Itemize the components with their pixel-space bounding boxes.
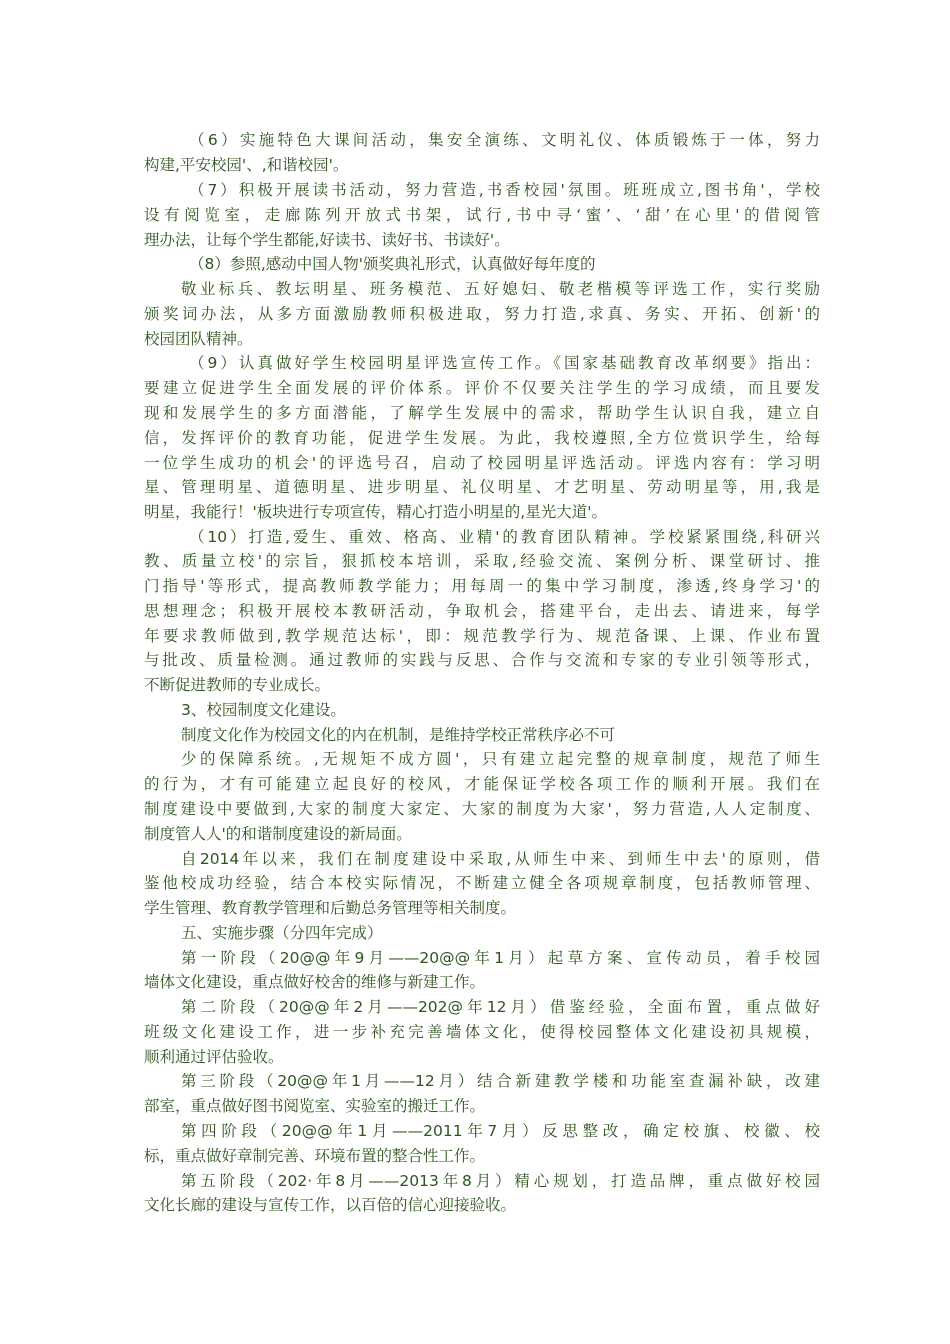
- text-line: 理办法，让每个学生都能,好读书、读好书、书读好'。: [144, 231, 510, 249]
- text-line: （7）积极开展读书活动，努力营造,书香校园'氛围。班班成立,图书角'，学校: [189, 181, 820, 199]
- text-line: 与批改、质量检测。通过教师的实践与反思、合作与交流和专家的专业引领等形式，: [144, 651, 820, 669]
- text-line: 第四阶段（20@@年1月——2011年7月）反思整改，确定校旗、校徽、校: [181, 1122, 820, 1140]
- text-line: 鉴他校成功经验，结合本校实际情况，不断建立健全各项规章制度，包括教师管理、: [144, 874, 820, 892]
- text-line: 部室，重点做好图书阅览室、实验室的搬迁工作。: [144, 1097, 486, 1115]
- section-heading: 五、实施步骤（分四年完成）: [181, 924, 383, 942]
- text-line: 标，重点做好章制完善、环境布置的整合性工作。: [144, 1147, 486, 1165]
- text-line: 设有阅览室，走廊陈列开放式书架，试行,书中寻‘蜜’、‘甜’在心里'的借阅管: [144, 206, 820, 224]
- text-line: 信，发挥评价的教育功能，促进学生发展。为此，我校遵照,全方位赏识学生，给每: [144, 429, 820, 447]
- text-line: 第二阶段（20@@年2月——202@年12月）借鉴经验，全面布置，重点做好: [181, 998, 820, 1016]
- text-line: 校园团队精神。: [144, 330, 253, 348]
- text-line: （6）实施特色大课间活动，集安全演练、文明礼仪、体质锻炼于一体，努力: [189, 131, 820, 149]
- text-line: 墙体文化建设，重点做好校舍的维修与新建工作。: [144, 973, 486, 991]
- text-line: 顺利通过评估验收。: [144, 1048, 284, 1066]
- text-line: （10）打造,爱生、重效、格高、业精'的教育团队精神。学校紧紧围绕,科研兴: [189, 528, 820, 546]
- text-line: 颁奖词办法，从多方面激励教师积极进取，努力打造,求真、务实、开拓、创新'的: [144, 305, 820, 323]
- text-line: 门指导'等形式，提高教师教学能力；用每周一的集中学习制度，渗透,终身学习'的: [144, 577, 820, 595]
- text-line: 现和发展学生的多方面潜能，了解学生发展中的需求，帮助学生认识自我，建立自: [144, 404, 820, 422]
- text-line: 不断促进教师的专业成长。: [144, 676, 331, 694]
- text-line: 制度文化作为校园文化的内在机制，是维持学校正常秩序必不可: [181, 726, 616, 744]
- text-line: 星、管理明星、道德明星、进步明星、礼仪明星、才艺明星、劳动明星等，用,我是: [144, 478, 820, 496]
- text-line: 年要求教师做到,教学规范达标'，即：规范教学行为、规范备课、上课、作业布置: [144, 627, 820, 645]
- text-line: 的行为，才有可能建立起良好的校风，才能保证学校各项工作的顺利开展。我们在: [144, 775, 820, 793]
- section-heading: 3、校园制度文化建设。: [181, 701, 346, 719]
- text-line: 教、质量立校'的宗旨，狠抓校本培训，采取,经验交流、案例分析、课堂研讨、推: [144, 552, 820, 570]
- text-line: 思想理念；积极开展校本教研活动，争取机会，搭建平台，走出去、请进来，每学: [144, 602, 820, 620]
- text-line: 制度建设中要做到,大家的制度大家定、大家的制度为大家'，努力营造,人人定制度、: [144, 800, 820, 818]
- text-line: 明星，我能行！'板块进行专项宣传，精心打造小明星的,星光大道'。: [144, 503, 607, 521]
- text-line: 要建立促进学生全面发展的评价体系。评价不仅要关注学生的学习成绩，而且要发: [144, 379, 820, 397]
- text-line: 构建,平安校园'、,和谐校园'。: [144, 156, 349, 174]
- text-line: 班级文化建设工作，进一步补充完善墙体文化，使得校园整体文化建设初具规模，: [144, 1023, 820, 1041]
- text-line: 第五阶段（202·年8月——2013年8月）精心规划，打造品牌，重点做好校园: [181, 1172, 820, 1190]
- text-line: 第一阶段（20@@年9月——20@@年1月）起草方案、宣传动员，着手校园: [181, 949, 820, 967]
- text-line: 制度管人人'的和谐制度建设的新局面。: [144, 825, 412, 843]
- text-line: 敬业标兵、教坛明星、班务模范、五好媳妇、敬老楷模等评选工作，实行奖励: [181, 280, 820, 298]
- text-line: 学生管理、教育教学管理和后勤总务管理等相关制度。: [144, 899, 517, 917]
- text-line: 文化长廊的建设与宣传工作，以百倍的信心迎接验收。: [144, 1196, 517, 1214]
- text-line: 少的保障系统。,无规矩不成方圆'，只有建立起完整的规章制度，规范了师生: [181, 750, 820, 768]
- text-line: 第三阶段（20@@年1月——12月）结合新建教学楼和功能室查漏补缺，改建: [181, 1072, 820, 1090]
- text-line: （8）参照,感动中国人物'颁奖典礼形式，认真做好每年度的: [189, 255, 596, 273]
- text-line: 一位学生成功的机会'的评选号召，启动了校园明星评选活动。评选内容有：学习明: [144, 454, 820, 472]
- text-line: （9）认真做好学生校园明星评选宣传工作。《国家基础教育改革纲要》指出：: [189, 354, 820, 372]
- text-line: 自2014年以来，我们在制度建设中采取,从师生中来、到师生中去'的原则，借: [181, 850, 820, 868]
